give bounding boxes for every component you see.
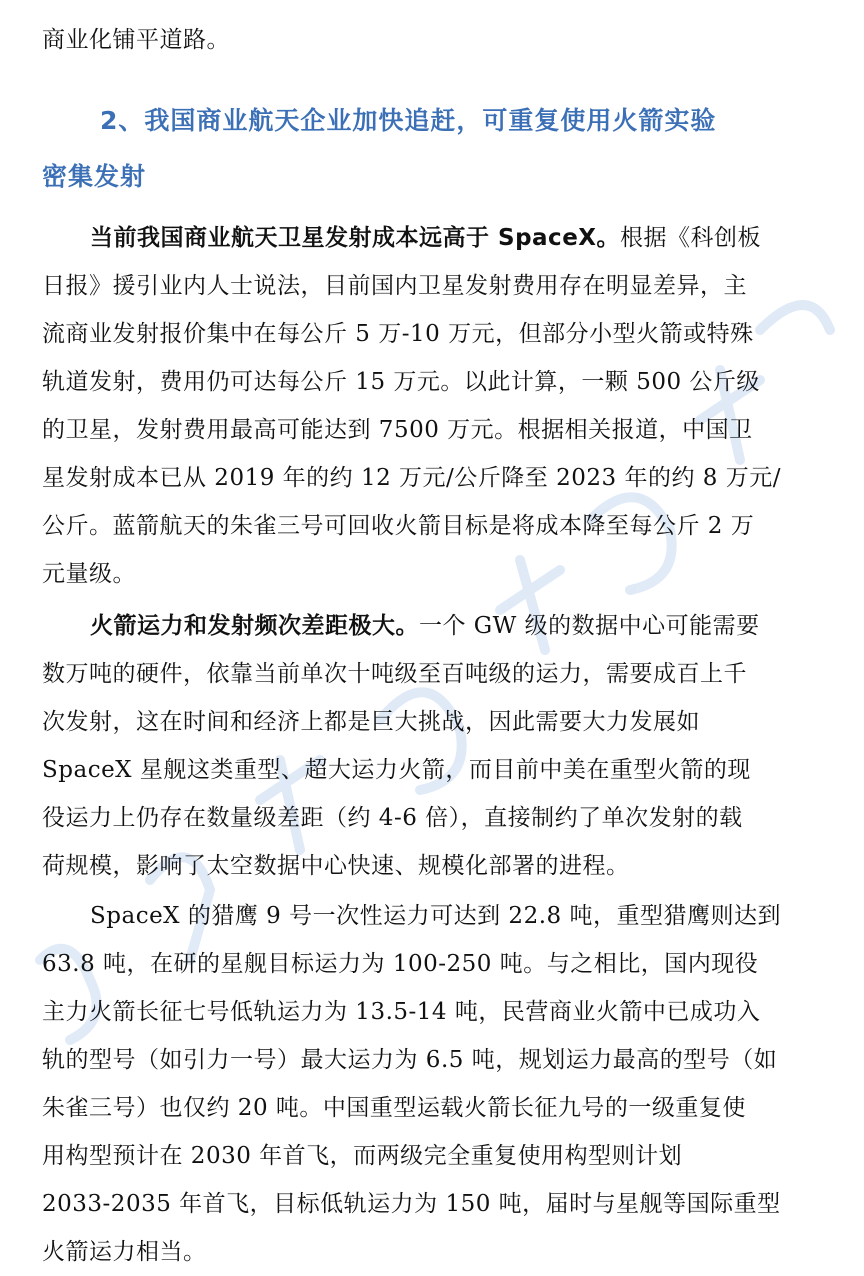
section-heading-line-2: 密集发射	[42, 162, 147, 191]
paragraph-line: 朱雀三号）也仅约 20 吨。中国重型运载火箭长征九号的一级重复使	[42, 1095, 746, 1121]
paragraph-line: 役运力上仍存在数量级差距（约 4-6 倍），直接制约了单次发射的载	[42, 805, 743, 831]
paragraph-line	[42, 602, 780, 650]
paragraph-launch-cost	[42, 214, 780, 598]
paragraph-line	[42, 214, 780, 262]
paragraph-line: 63.8 吨，在研的星舰目标运力为 100-250 吨。与之相比，国内现役	[42, 951, 759, 977]
paragraph-line: 用构型预计在 2030 年首飞，而两级完全重复使用构型则计划	[42, 1143, 683, 1169]
paragraph-line: SpaceX 星舰这类重型、超大运力火箭，而目前中美在重型火箭的现	[42, 757, 751, 783]
paragraph-line: 的卫星，发射费用最高可能达到 7500 万元。根据相关报道，中国卫	[42, 417, 753, 443]
paragraph-line: 荷规模，影响了太空数据中心快速、规模化部署的进程。	[42, 853, 630, 879]
paragraph-line: 公斤。蓝箭航天的朱雀三号可回收火箭目标是将成本降至每公斤 2 万	[42, 513, 755, 539]
paragraph-line: 火箭运力相当。	[42, 1239, 207, 1265]
paragraph-line: 元量级。	[42, 561, 136, 587]
paragraph-line: 轨的型号（如引力一号）最大运力为 6.5 吨，规划运力最高的型号（如	[42, 1047, 778, 1073]
paragraph-line: SpaceX 的猎鹰 9 号一次性运力可达到 22.8 吨，重型猎鹰则达到	[90, 903, 781, 929]
paragraph-line: 主力火箭长征七号低轨运力为 13.5-14 吨，民营商业火箭中已成功入	[42, 999, 761, 1025]
paragraph-line: 轨道发射，费用仍可达每公斤 15 万元。以此计算，一颗 500 公斤级	[42, 369, 760, 395]
paragraph-line: 日报》援引业内人士说法，目前国内卫星发射费用存在明显差异，主	[42, 273, 747, 299]
paragraph-rocket-capacity	[42, 602, 780, 890]
paragraph-bold-lead: 火箭运力和发射频次差距极大。	[90, 613, 419, 639]
paragraph-line: 次发射，这在时间和经济上都是巨大挑战，因此需要大力发展如	[42, 709, 700, 735]
section-heading-line-1: 2、我国商业航天企业加快追赶，可重复使用火箭实验	[100, 106, 717, 135]
paragraph-line: 数万吨的硬件，依靠当前单次十吨级至百吨级的运力，需要成百上千	[42, 661, 747, 687]
intro-tail-line: 商业化铺平道路。	[42, 27, 230, 53]
paragraph-line: 星发射成本已从 2019 年的约 12 万元/公斤降至 2023 年的约 8 万元/	[42, 465, 781, 491]
paragraph-line: 2033-2035 年首飞，目标低轨运力为 150 吨，届时与星舰等国际重型	[42, 1191, 781, 1217]
paragraph-spacex-comparison	[42, 892, 780, 1276]
paragraph-line: 流商业发射报价集中在每公斤 5 万-10 万元，但部分小型火箭或特殊	[42, 321, 754, 347]
paragraph-text: 一个 GW 级的数据中心可能需要	[419, 613, 760, 639]
paragraph-bold-lead: 当前我国商业航天卫星发射成本远高于 SpaceX。	[90, 225, 621, 251]
paragraph-text: 根据《科创板	[620, 225, 762, 251]
